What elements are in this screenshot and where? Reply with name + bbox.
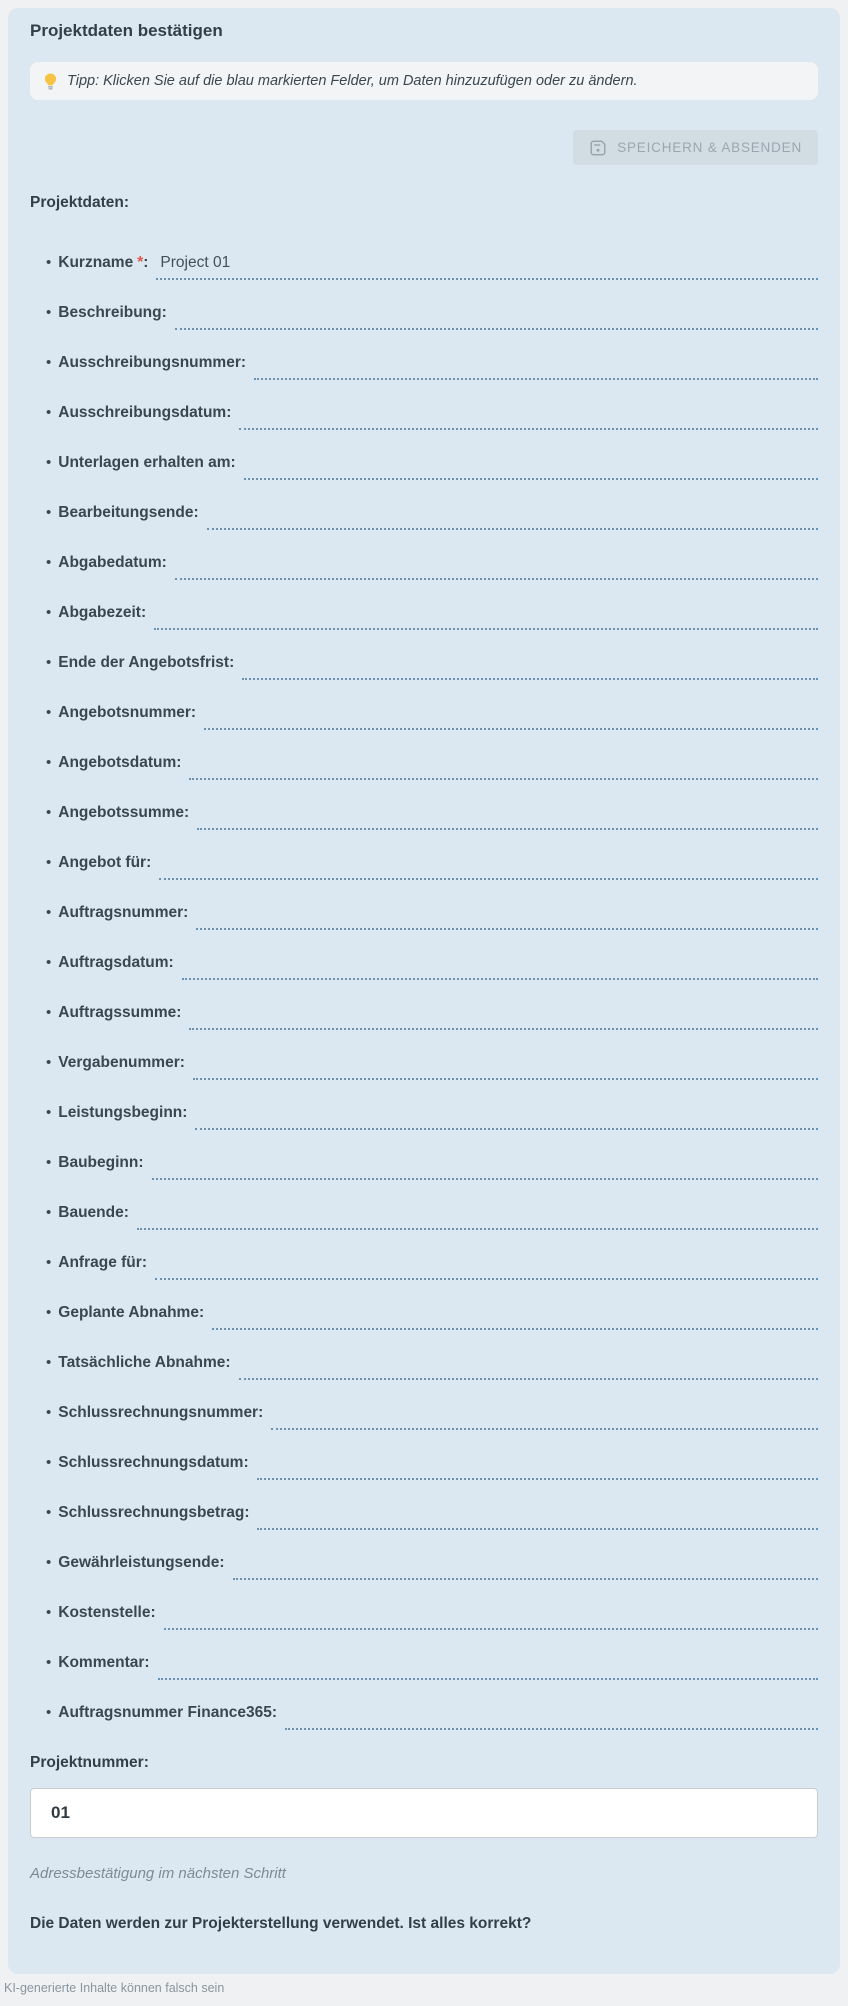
field-row <box>46 1103 818 1130</box>
field-input-line[interactable] <box>254 353 818 380</box>
bullet-icon: • <box>46 1054 52 1071</box>
field-label: Angebotsdatum: <box>58 754 182 771</box>
bullet-icon: • <box>46 1454 52 1471</box>
field-input-line[interactable] <box>212 1303 818 1330</box>
field-input-line[interactable] <box>271 1403 818 1430</box>
bullet-icon: • <box>46 654 52 671</box>
projektnummer-input[interactable] <box>30 1788 818 1838</box>
field-label: Abgabedatum: <box>58 554 167 571</box>
lightbulb-icon <box>44 73 57 90</box>
field-input-line[interactable] <box>137 1203 818 1230</box>
field-label: Angebotsnummer: <box>58 704 197 721</box>
bullet-icon: • <box>46 1104 52 1121</box>
bullet-icon: • <box>46 704 52 721</box>
field-input-line[interactable] <box>197 803 818 830</box>
projektnummer-value: 01 <box>51 1803 70 1822</box>
field-row <box>46 653 818 680</box>
field-input-line[interactable] <box>239 403 818 430</box>
field-input-line[interactable] <box>164 1603 818 1630</box>
field-input-line[interactable] <box>158 1653 818 1680</box>
field-row <box>46 453 818 480</box>
field-input-line[interactable] <box>175 303 818 330</box>
field-value: Project 01 <box>160 254 231 271</box>
bullet-icon: • <box>46 804 52 821</box>
field-label: Angebot für: <box>58 854 152 871</box>
field-label: Ausschreibungsdatum: <box>58 404 232 421</box>
field-row <box>46 753 818 780</box>
field-row <box>46 1153 818 1180</box>
field-label: Baubeginn: <box>58 1154 144 1171</box>
ai-disclaimer: KI-generierte Inhalte können falsch sein <box>4 1981 225 1995</box>
tip-banner <box>30 62 818 100</box>
field-label: Ende der Angebotsfrist: <box>58 654 235 671</box>
bullet-icon: • <box>46 604 52 621</box>
field-label: Unterlagen erhalten am: <box>58 454 236 471</box>
bullet-icon: • <box>46 354 52 371</box>
field-row <box>46 1703 818 1730</box>
field-label: Auftragsnummer Finance365: <box>58 1704 278 1721</box>
field-input-line[interactable] <box>159 853 818 880</box>
field-input-line[interactable] <box>257 1453 818 1480</box>
field-label: Auftragssumme: <box>58 1004 182 1021</box>
field-label: Anfrage für: <box>58 1254 147 1271</box>
bullet-icon: • <box>46 1654 52 1671</box>
field-row <box>46 803 818 830</box>
field-input-line[interactable] <box>196 903 818 930</box>
field-row <box>46 1453 818 1480</box>
field-label: Ausschreibungsnummer: <box>58 354 247 371</box>
bullet-icon: • <box>46 504 52 521</box>
address-confirmation-note: Adressbestätigung im nächsten Schritt <box>30 1865 286 1882</box>
field-row <box>46 1403 818 1430</box>
field-label: Schlussrechnungsdatum: <box>58 1454 249 1471</box>
bullet-icon: • <box>46 1604 52 1621</box>
bullet-icon: • <box>46 1704 52 1721</box>
bullet-icon: • <box>46 1554 52 1571</box>
bullet-icon: • <box>46 1504 52 1521</box>
field-row <box>46 953 818 980</box>
fields-list <box>30 253 818 1730</box>
field-row <box>46 1303 818 1330</box>
field-row <box>46 303 818 330</box>
field-label: Beschreibung: <box>58 304 167 321</box>
confirmation-question: Die Daten werden zur Projekterstellung verwendet. Ist alles korrekt? <box>30 1915 532 1932</box>
bullet-icon: • <box>46 754 52 771</box>
field-label: Bauende: <box>58 1204 129 1221</box>
projektdaten-heading: Projektdaten: <box>30 194 130 211</box>
field-label: Kurzname *: <box>58 254 149 271</box>
field-row <box>46 253 818 280</box>
field-label: Tatsächliche Abnahme: <box>58 1354 231 1371</box>
field-row <box>46 703 818 730</box>
field-label: Angebotssumme: <box>58 804 190 821</box>
bullet-icon: • <box>46 1304 52 1321</box>
field-row <box>46 1353 818 1380</box>
field-input-line[interactable] <box>189 1003 818 1030</box>
field-label: Bearbeitungsende: <box>58 504 199 521</box>
bullet-icon: • <box>46 1404 52 1421</box>
bullet-icon: • <box>46 1154 52 1171</box>
field-label: Geplante Abnahme: <box>58 1304 205 1321</box>
field-input-line[interactable] <box>193 1053 818 1080</box>
field-input-line[interactable] <box>244 453 818 480</box>
project-data-card <box>8 8 840 1974</box>
field-row <box>46 1553 818 1580</box>
field-row <box>46 603 818 630</box>
bullet-icon: • <box>46 304 52 321</box>
field-label: Vergabenummer: <box>58 1054 185 1071</box>
field-input-line[interactable] <box>204 703 818 730</box>
field-input-line[interactable] <box>257 1503 818 1530</box>
field-row <box>46 403 818 430</box>
field-label: Schlussrechnungsnummer: <box>58 1404 264 1421</box>
field-label: Kostenstelle: <box>58 1604 156 1621</box>
field-label: Abgabezeit: <box>58 604 147 621</box>
field-label: Auftragsdatum: <box>58 954 174 971</box>
field-row <box>46 1653 818 1680</box>
field-input-line[interactable] <box>155 1253 818 1280</box>
bullet-icon: • <box>46 404 52 421</box>
field-input-line[interactable] <box>233 1553 818 1580</box>
bullet-icon: • <box>46 1354 52 1371</box>
page-title: Projektdaten bestätigen <box>30 21 223 40</box>
field-input-line[interactable] <box>189 753 818 780</box>
field-row <box>46 1053 818 1080</box>
toolbar <box>30 130 818 165</box>
field-input-line[interactable] <box>154 603 818 630</box>
bullet-icon: • <box>46 554 52 571</box>
bullet-icon: • <box>46 254 52 271</box>
bullet-icon: • <box>46 1004 52 1021</box>
field-input-line[interactable] <box>242 653 818 680</box>
save-floppy-icon <box>589 139 607 157</box>
field-row <box>46 1003 818 1030</box>
field-row <box>46 1253 818 1280</box>
field-row <box>46 1603 818 1630</box>
field-row <box>46 1203 818 1230</box>
bullet-icon: • <box>46 1204 52 1221</box>
field-row <box>46 853 818 880</box>
save-button-label: SPEICHERN & ABSENDEN <box>617 140 802 155</box>
bullet-icon: • <box>46 854 52 871</box>
projektnummer-heading: Projektnummer: <box>30 1754 149 1771</box>
tip-text: Tipp: Klicken Sie auf die blau markierten Felder, um Daten hinzuzufügen oder zu ändern. <box>67 73 638 89</box>
field-row <box>46 553 818 580</box>
field-label: Schlussrechnungsbetrag: <box>58 1504 250 1521</box>
bullet-icon: • <box>46 454 52 471</box>
field-input-line[interactable] <box>239 1353 818 1380</box>
field-input-line[interactable] <box>152 1153 818 1180</box>
field-label: Auftragsnummer: <box>58 904 189 921</box>
field-label: Leistungsbeginn: <box>58 1104 188 1121</box>
bullet-icon: • <box>46 904 52 921</box>
field-input-line[interactable] <box>182 953 818 980</box>
bullet-icon: • <box>46 1254 52 1271</box>
field-label: Gewährleistungsende: <box>58 1554 225 1571</box>
field-row <box>46 903 818 930</box>
bullet-icon: • <box>46 954 52 971</box>
field-input-line[interactable] <box>156 253 818 280</box>
field-row <box>46 1503 818 1530</box>
field-input-line[interactable] <box>285 1703 818 1730</box>
field-row <box>46 353 818 380</box>
save-and-send-button[interactable] <box>573 130 818 165</box>
required-asterisk: * <box>137 254 144 271</box>
field-input-line[interactable] <box>207 503 818 530</box>
field-input-line[interactable] <box>175 553 818 580</box>
field-label: Kommentar: <box>58 1654 150 1671</box>
field-input-line[interactable] <box>195 1103 818 1130</box>
field-row <box>46 503 818 530</box>
